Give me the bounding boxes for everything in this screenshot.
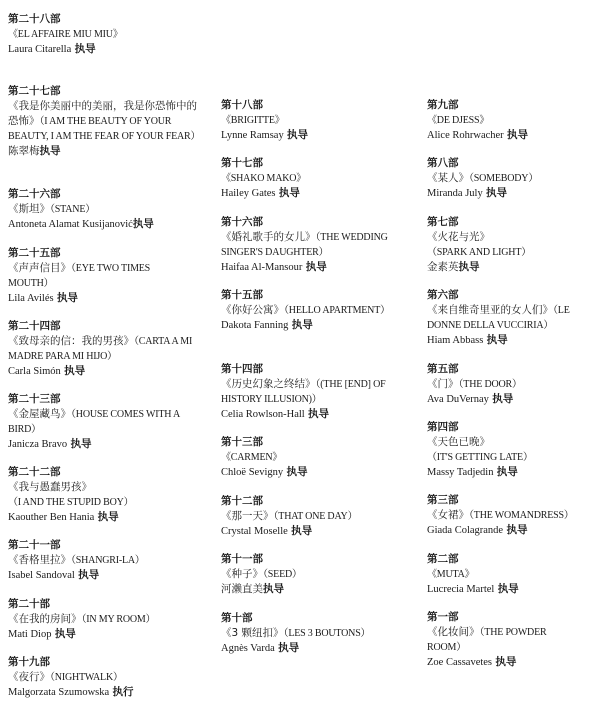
- film-entry: [8, 84, 204, 159]
- director-name: Massy Tadjedin: [427, 467, 494, 478]
- film-entry: [221, 494, 411, 539]
- film-number: 第九部: [427, 99, 459, 111]
- film-title: 《SHAKO MAKO》: [221, 173, 307, 184]
- director-name: Lynne Ramsay: [221, 130, 284, 141]
- film-number: 第二十八部: [8, 13, 61, 25]
- film-number: 第十八部: [221, 99, 263, 111]
- film-number: 第二十五部: [8, 247, 61, 259]
- director-name: Celia Rowlson-Hall: [221, 409, 305, 420]
- film-entry: [221, 611, 411, 656]
- film-entry: [427, 362, 597, 407]
- director-name: Agnès Varda: [221, 643, 275, 654]
- film-entry: [8, 12, 208, 57]
- film-title: 《种子》（SEED）: [221, 568, 302, 580]
- role-label: 执导: [506, 524, 528, 536]
- film-number: 第四部: [427, 421, 459, 433]
- film-entry: [221, 435, 411, 480]
- film-number: 第十一部: [221, 553, 263, 565]
- role-label: 执导: [291, 319, 313, 331]
- film-entry: [8, 465, 208, 525]
- director-name: Giada Colagrande: [427, 525, 504, 536]
- role-label: 执导: [263, 583, 284, 595]
- director-name: Ava DuVernay: [427, 394, 489, 405]
- role-label: 执导: [458, 261, 480, 273]
- film-title: 《那一天》（THAT ONE DAY）: [221, 510, 358, 522]
- film-title: 《来自维奇里亚的女人们》（LE DONNE DELLA VUCCIRIA）: [427, 304, 570, 331]
- film-title: 《声声信目》（EYE TWO TIMES MOUTH）: [8, 262, 151, 289]
- film-number: 第十三部: [221, 436, 263, 448]
- film-entry: [427, 610, 577, 670]
- film-entry: [8, 538, 208, 583]
- film-entry: [8, 597, 208, 642]
- film-number: 第二部: [427, 553, 459, 565]
- role-label: 执导: [308, 408, 330, 420]
- director-name: Kaouther Ben Hania: [8, 512, 95, 523]
- role-label: 执导: [132, 218, 154, 230]
- film-title: 《我与愚蠢男孩》（I AND THE STUPID BOY）: [8, 481, 134, 508]
- role-label: 执导: [291, 525, 313, 537]
- film-number: 第二十一部: [8, 539, 61, 551]
- film-number: 第十九部: [8, 656, 50, 668]
- film-title: 《女裙》（THE WOMANDRESS）: [427, 509, 574, 521]
- film-number: 第十七部: [221, 157, 263, 169]
- director-name: Laura Citarella: [8, 44, 72, 55]
- film-entry: [427, 493, 597, 538]
- role-label: 执导: [54, 628, 76, 640]
- role-label: 执导: [97, 511, 119, 523]
- film-number: 第二十三部: [8, 393, 61, 405]
- film-title: 《某人》（SOMEBODY）: [427, 172, 539, 184]
- film-number: 第十六部: [221, 216, 263, 228]
- film-title: 《在我的房间》（IN MY ROOM）: [8, 613, 156, 625]
- director-name: 金素英: [427, 262, 459, 273]
- role-label: 执导: [70, 438, 92, 450]
- role-label: 执导: [64, 365, 86, 377]
- film-entry: [427, 98, 597, 143]
- film-number: 第二十四部: [8, 320, 61, 332]
- role-label: 执导: [74, 43, 96, 55]
- film-title: 《金屋藏鸟》（HOUSE COMES WITH A BIRD）: [8, 408, 180, 435]
- director-name: 陈翠梅: [8, 146, 40, 157]
- role-label: 执导: [278, 187, 300, 199]
- film-entry: [221, 156, 411, 201]
- film-title: 《3 颗纽扣》（LES 3 BOUTONS）: [221, 627, 371, 639]
- film-title: 《天色已晚》（IT'S GETTING LATE）: [427, 436, 533, 463]
- film-title: 《门》（THE DOOR）: [427, 378, 522, 390]
- film-entry: [8, 392, 208, 452]
- film-title: 《婚礼歌手的女儿》（THE WEDDING SINGER'S DAUGHTER）: [221, 231, 388, 258]
- director-name: Hailey Gates: [221, 188, 276, 199]
- film-entry: [427, 420, 587, 480]
- film-number: 第七部: [427, 216, 459, 228]
- film-entry: [8, 246, 178, 306]
- director-name: Hiam Abbass: [427, 335, 484, 346]
- director-name: Lila Avilés: [8, 293, 54, 304]
- film-number: 第二十部: [8, 598, 50, 610]
- role-label: 执导: [278, 642, 300, 654]
- role-label: 执导: [305, 261, 327, 273]
- director-name: Lucrecia Martel: [427, 584, 495, 595]
- film-number: 第三部: [427, 494, 459, 506]
- film-entry: [221, 288, 401, 333]
- film-entry: [8, 655, 208, 700]
- film-entry: [427, 552, 597, 597]
- film-entry: [427, 215, 587, 275]
- director-name: Dakota Fanning: [221, 320, 289, 331]
- film-number: 第五部: [427, 363, 459, 375]
- role-label: 执导: [286, 466, 308, 478]
- film-number: 第十四部: [221, 363, 263, 375]
- director-name: 河濑直美: [221, 584, 263, 595]
- film-entry: [221, 98, 411, 143]
- film-number: 第六部: [427, 289, 459, 301]
- film-title: 《火花与光》（SPARK AND LIGHT）: [427, 231, 532, 258]
- film-title: 《EL AFFAIRE MIU MIU》: [8, 29, 123, 40]
- film-title: 《夜行》（NIGHTWALK）: [8, 671, 123, 683]
- film-title: 《致母亲的信：我的男孩》（CARTA A MI MADRE PARA MI HIJO）: [8, 335, 193, 362]
- film-entry: [427, 156, 597, 201]
- film-entry: [221, 362, 411, 422]
- film-number: 第二十六部: [8, 188, 61, 200]
- role-label: 执导: [56, 292, 78, 304]
- film-entry: [8, 187, 208, 232]
- director-name: Malgorzata Szumowska: [8, 687, 110, 698]
- role-label: 执导: [39, 145, 61, 157]
- film-title: 《BRIGITTE》: [221, 115, 285, 126]
- film-number: 第十二部: [221, 495, 263, 507]
- director-name: Isabel Sandoval: [8, 570, 75, 581]
- director-name: Carla Simón: [8, 366, 61, 377]
- film-title: 《我是你美丽中的美丽，我是你恐怖中的恐怖》（I AM THE BEAUTY OF YOUR BEAUTY, I AM THE FEAR OF YOUR FEAR）: [8, 100, 201, 142]
- role-label: 执导: [497, 583, 519, 595]
- film-title: 《香格里拉》（SHANGRI-LA）: [8, 554, 145, 566]
- film-number: 第一部: [427, 611, 459, 623]
- film-title: 《MUTA》: [427, 569, 475, 580]
- film-number: 第十部: [221, 612, 253, 624]
- film-title: 《CARMEN》: [221, 452, 283, 463]
- film-title: 《你好公寓》（HELLO APARTMENT）: [221, 304, 390, 316]
- film-entry: [221, 552, 411, 597]
- director-name: Mati Diop: [8, 629, 52, 640]
- film-number: 第八部: [427, 157, 459, 169]
- film-title: 《历史幻象之终结》（(THE [END] OF HISTORY ILLUSION)）: [221, 378, 386, 405]
- role-label: 执导: [287, 129, 309, 141]
- film-title: 《DE DJESS》: [427, 115, 490, 126]
- director-name: Haifaa Al-Mansour: [221, 262, 303, 273]
- role-label: 执导: [486, 334, 508, 346]
- role-label: 执导: [496, 466, 518, 478]
- role-label: 执导: [495, 656, 517, 668]
- film-title: 《化妆间》（THE POWDER ROOM）: [427, 626, 547, 653]
- film-title: 《斯坦》（STANE）: [8, 203, 96, 215]
- director-name: Miranda July: [427, 188, 483, 199]
- role-label: 执导: [507, 129, 529, 141]
- role-label: 执导: [78, 569, 100, 581]
- director-name: Zoe Cassavetes: [427, 657, 493, 668]
- role-label: 执行: [112, 686, 134, 698]
- film-entry: [221, 215, 411, 275]
- role-label: 执导: [486, 187, 508, 199]
- director-name: Crystal Moselle: [221, 526, 288, 537]
- director-name: Chloë Sevigny: [221, 467, 284, 478]
- director-name: Antoneta Alamat Kusijanović: [8, 219, 133, 230]
- director-name: Janicza Bravo: [8, 439, 68, 450]
- film-number: 第二十七部: [8, 85, 61, 97]
- role-label: 执导: [492, 393, 514, 405]
- film-number: 第二十二部: [8, 466, 61, 478]
- director-name: Alice Rohrwacher: [427, 130, 504, 141]
- film-entry: [8, 319, 208, 379]
- film-number: 第十五部: [221, 289, 263, 301]
- film-entry: [427, 288, 597, 348]
